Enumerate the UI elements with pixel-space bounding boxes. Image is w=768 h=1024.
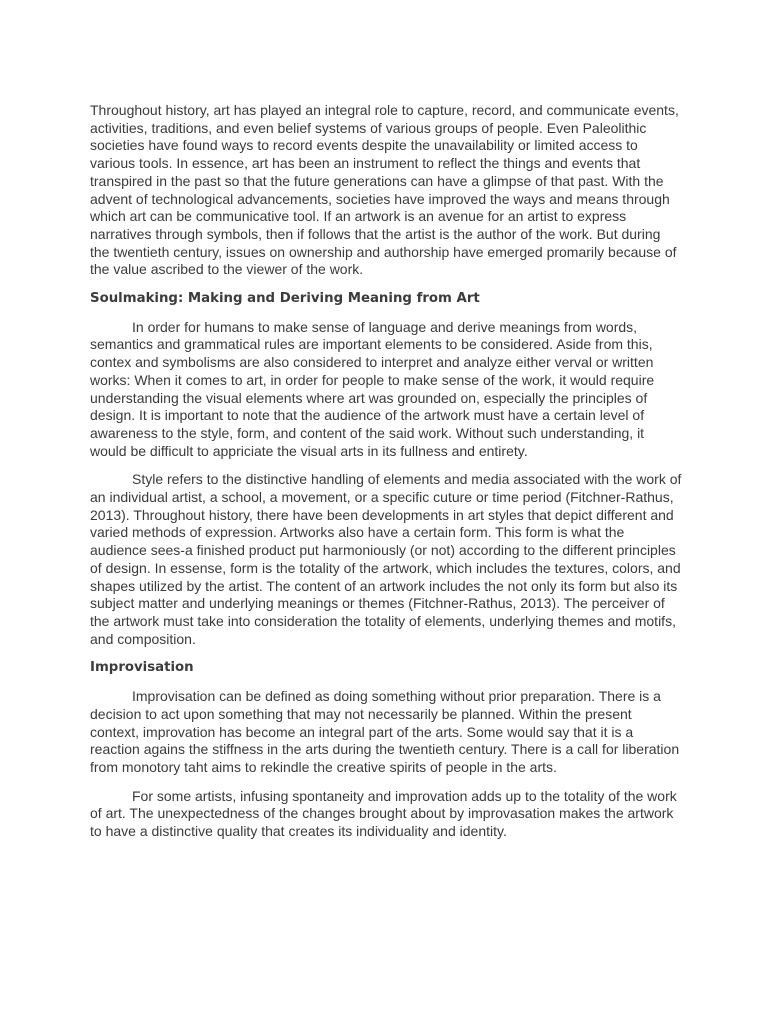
document-page <box>90 102 682 852</box>
improvisation-paragraph-1: Improvisation can be defined as doing something without prior preparation. There is a decision to act upon something that may not necessarily be planned. Within the present context, improvation has become an integral part of the arts. Some would say that it is a reaction agains the stiffness in the arts during the twentieth century. There is a call for liberation from monotory taht aims to rekindle the creative spirits of people in the arts. <box>90 688 680 775</box>
soulmaking-paragraph-2: Style refers to the distinctive handling of elements and media associated with the work of an individual artist, a school, a movement, or a specific cuture or time period (Fitchner-Rathus, 2013). Throughout history, there have been developments in art styles that depict different and varied methods of expression. Artworks also have a certain form. This form is what the audience sees-a finished product put harmoniously (or not) according to the different principles of design. In essense, form is the totality of the artwork, which includes the textures, colors, and shapes utilized by the artist. The content of an artwork includes the not only its form but also its subject matter and underlying meanings or themes (Fitchner-Rathus, 2013). The perceiver of the artwork must take into consideration the totality of elements, underlying themes and motifs, and composition. <box>90 471 682 647</box>
improvisation-paragraph-2: For some artists, infusing spontaneity and improvation adds up to the totality of the work of art. The unexpectedness of the changes brought about by improvasation makes the artwork to have a distinctive quality that creates its individuality and identity. <box>90 787 677 840</box>
section-heading-soulmaking: Soulmaking: Making and Deriving Meaning from Art <box>90 291 480 307</box>
section-heading-improvisation: Improvisation <box>90 660 194 676</box>
soulmaking-paragraph-1: In order for humans to make sense of language and derive meanings from words, semantics and grammatical rules are important elements to be considered. Aside from this, contex and symbolisms are also considered to interpret and analyze either verval or written works: When it comes to art, in order for people to make sense of the work, it would require understanding the visual elements where art was grounded on, especially the principles of design. It is important to note that the audience of the artwork must have a certain level of awareness to the style, form, and content of the said work. Without such understanding, it would be difficult to appriciate the visual arts in its fullness and entirety. <box>90 318 655 459</box>
intro-paragraph: Throughout history, art has played an integral role to capture, record, and communicate events, activities, traditions, and even belief systems of various groups of people. Even Paleolithic societies have found ways to record events despite the unavailability or limited access to various tools. In essence, art has been an instrument to reflect the things and events that transpired in the past so that the future generations can have a glimpse of that past. With the advent of technological advancements, societies have improved the ways and means through which art can be communicative tool. If an artwork is an avenue for an artist to express narratives through symbols, then if follows that the artist is the author of the work. But during the twentieth century, issues on ownership and authorship have emerged promarily because of the value ascribed to the viewer of the work. <box>90 102 679 278</box>
